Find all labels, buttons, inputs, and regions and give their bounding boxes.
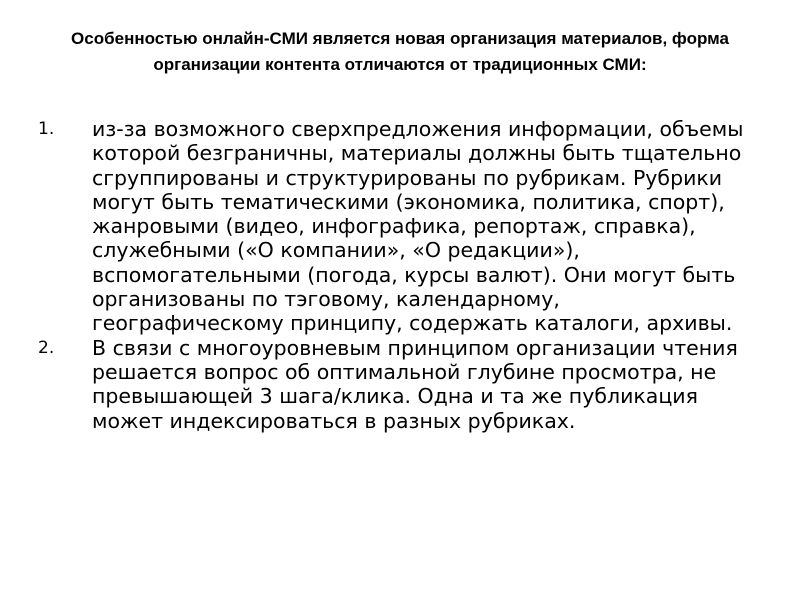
list-item-text: В связи с многоуровневым принципом организации чтения решается вопрос об оптимальной глубине просмотра, не превышающей 3 шага/клика. Одна и та же публикация может индексироваться в разных рубриках. bbox=[92, 335, 738, 433]
list-item bbox=[38, 117, 758, 336]
list-item bbox=[38, 336, 758, 433]
list-item-text: из-за возможного сверхпредложения информации, объемы которой безграничны, материалы должны быть тщательно сгруппированы и структурированы по рубрикам. Рубрики могут быть тематическими (экономика, политика, спорт), жанровыми (видео, инфографика, репортаж, справка), служебными («О компании», «О редакции»), вспомогательными (погода, курсы валют). Они могут быть организованы по тэговому, календарному, географическому принципу, содержать каталоги, архивы. bbox=[92, 117, 744, 336]
list-item-number: 2. bbox=[38, 337, 55, 358]
slide-title: Особенностью онлайн-СМИ является новая организация материалов, форма организации контента отличаются от традиционных СМИ: bbox=[71, 29, 729, 74]
list-item-number: 1. bbox=[38, 119, 55, 139]
numbered-list bbox=[38, 117, 758, 433]
